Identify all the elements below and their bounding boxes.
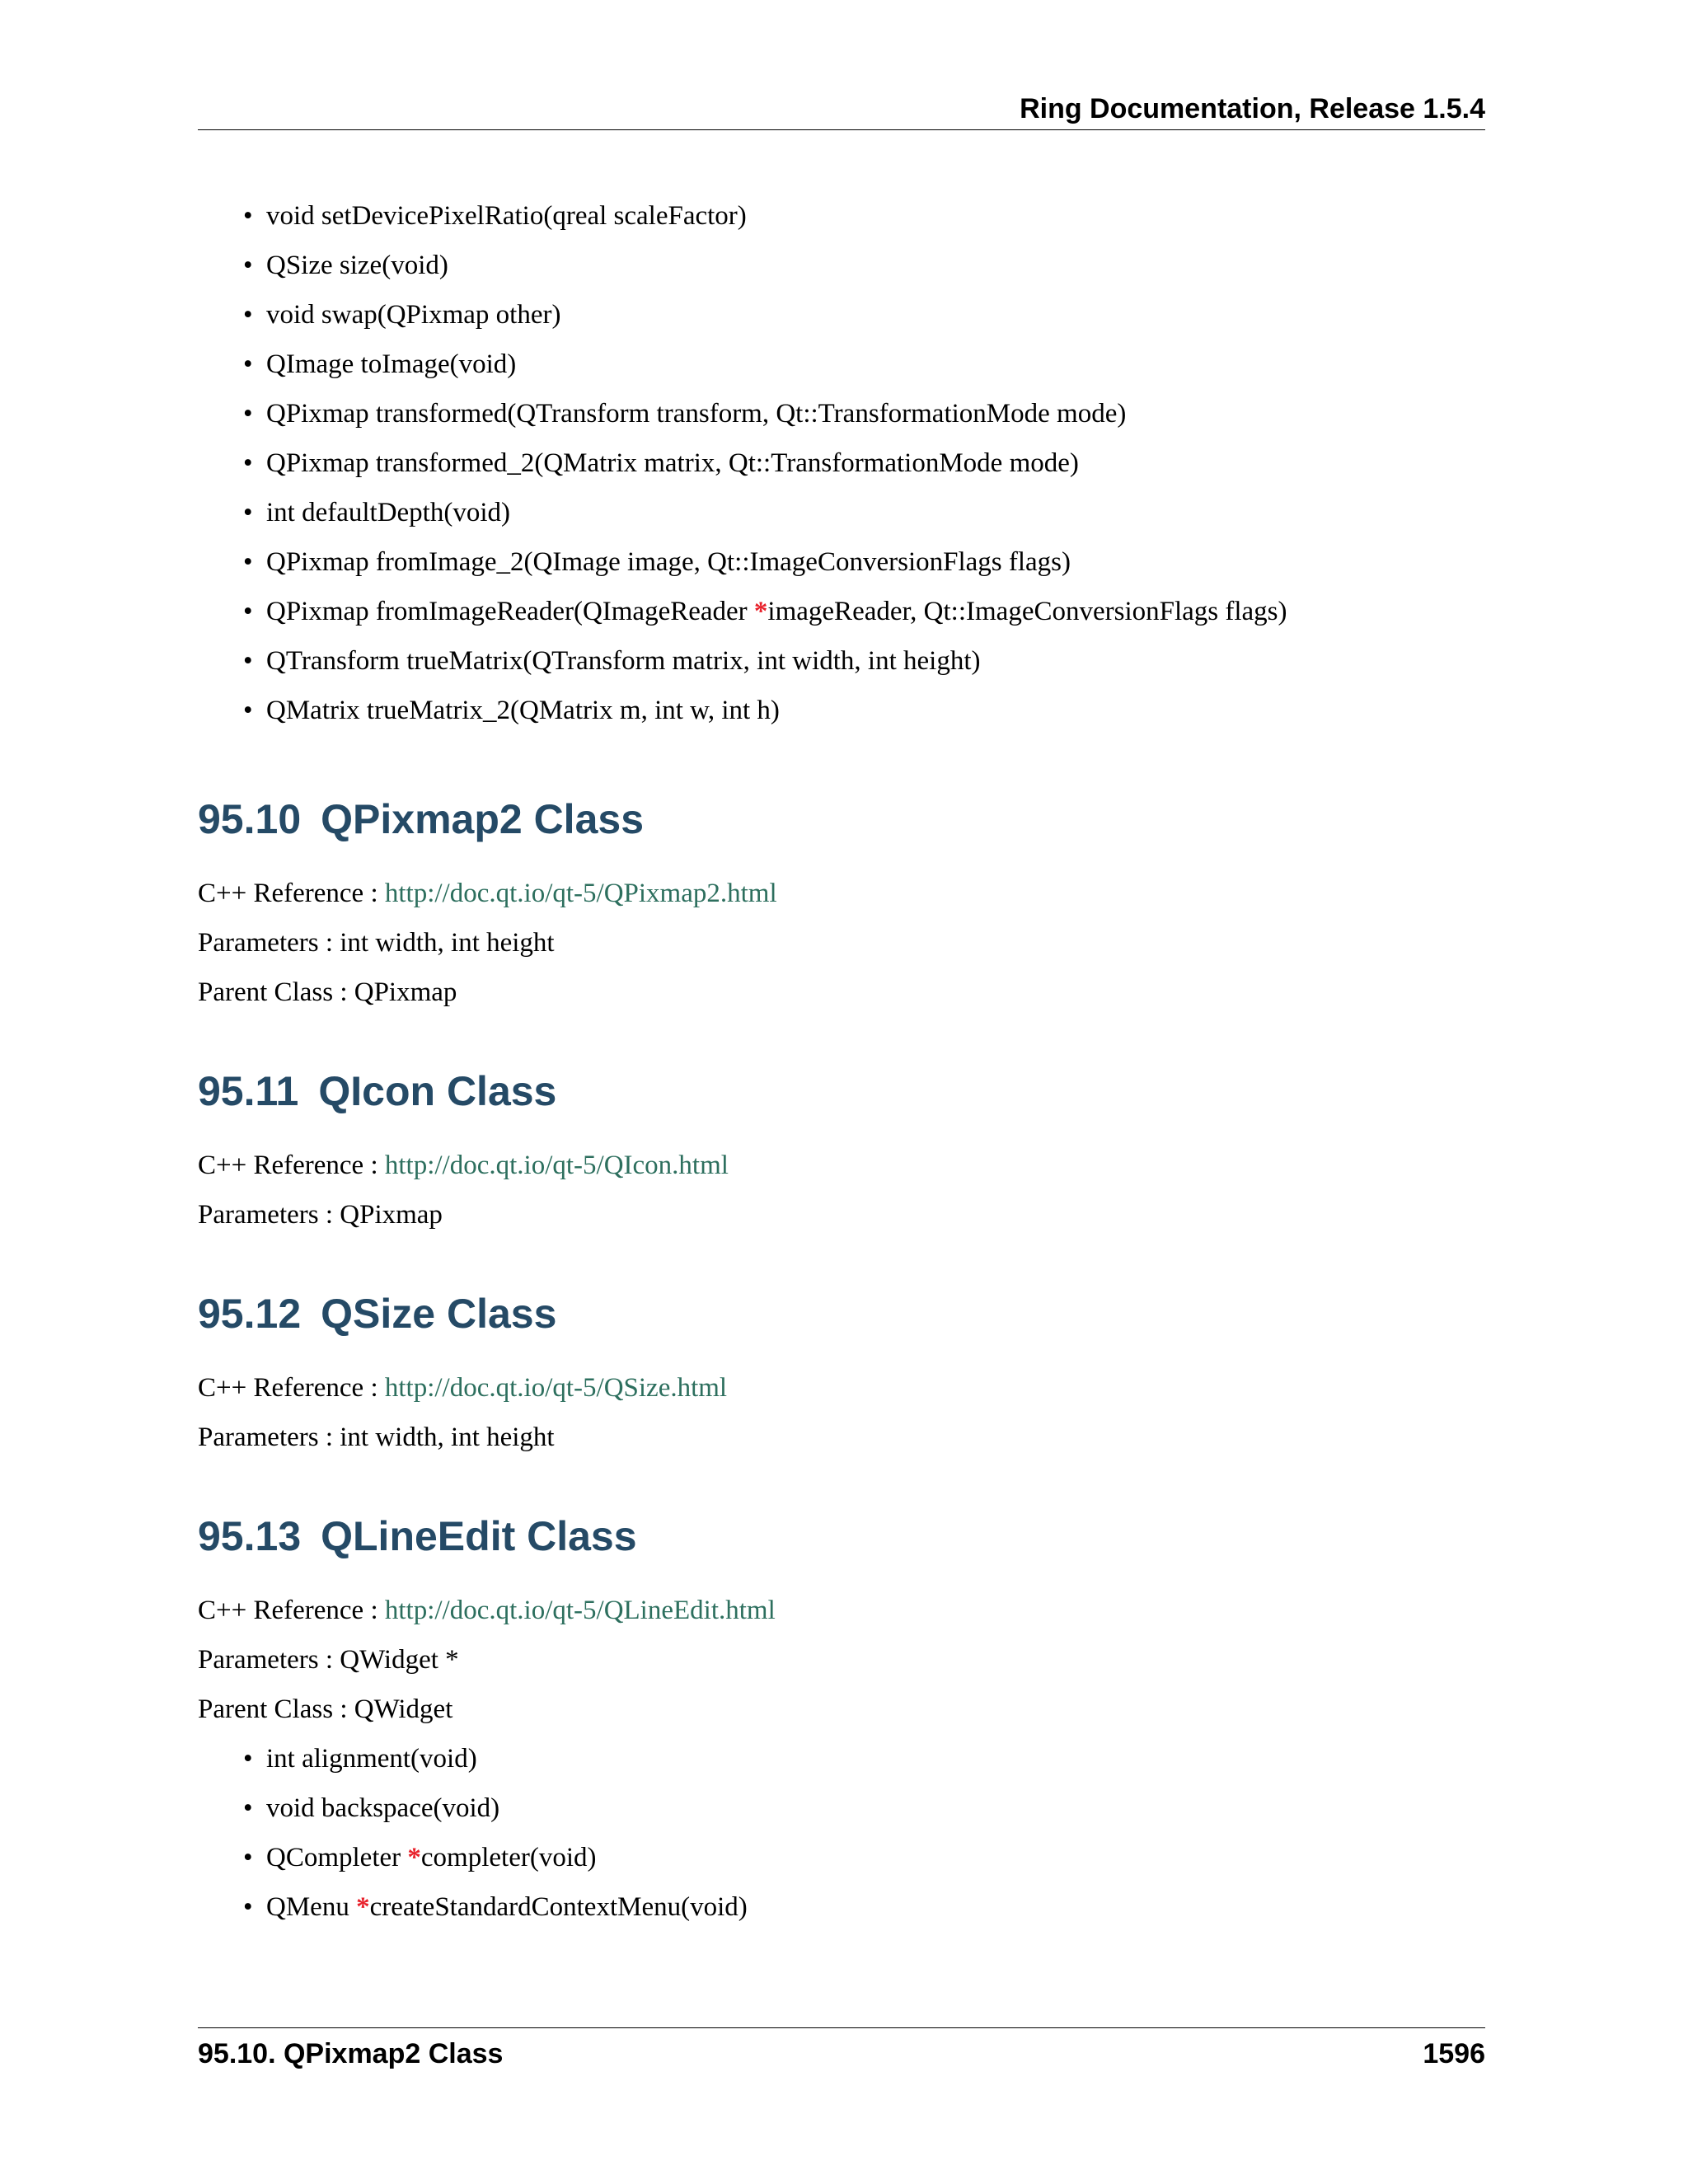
- list-item: • QCompleter *completer(void): [198, 1833, 1485, 1882]
- page-content: [198, 191, 1485, 1932]
- cpp-reference: C++ Reference : http://doc.qt.io/qt-5/QLineEdit.html: [198, 1596, 776, 1625]
- list-item: • QSize size(void): [198, 241, 1485, 290]
- bullet: •: [243, 547, 253, 577]
- parameters-text: Parameters : int width, int height: [198, 1422, 555, 1452]
- list-item: • QPixmap fromImage_2(QImage image, Qt::ImageConversionFlags flags): [198, 537, 1485, 587]
- bullet: •: [243, 399, 253, 429]
- bullet: •: [243, 1744, 253, 1774]
- list-item: • int defaultDepth(void): [198, 488, 1485, 537]
- cpp-reference: C++ Reference : http://doc.qt.io/qt-5/QSize.html: [198, 1373, 728, 1403]
- bullet: •: [243, 1793, 253, 1823]
- running-header: Ring Documentation, Release 1.5.4: [1020, 93, 1485, 124]
- parent-class-text: Parent Class : QPixmap: [198, 977, 457, 1007]
- parent-class-text: Parent Class : QWidget: [198, 1694, 453, 1724]
- method-list-qlineedit: [198, 1734, 1485, 1932]
- list-item: • QTransform trueMatrix(QTransform matrix, int width, int height): [198, 636, 1485, 686]
- pointer-asterisk: *: [356, 1892, 370, 1922]
- header-rule: [198, 129, 1485, 130]
- bullet: •: [243, 201, 253, 231]
- list-item: • void swap(QPixmap other): [198, 290, 1485, 340]
- bullet: •: [243, 1843, 253, 1872]
- cpp-reference-link[interactable]: http://doc.qt.io/qt-5/QLineEdit.html: [384, 1596, 776, 1625]
- footer-rule: [198, 2027, 1485, 2028]
- parameters-text: Parameters : int width, int height: [198, 928, 555, 958]
- list-item: • QPixmap transformed_2(QMatrix matrix, Qt::TransformationMode mode): [198, 438, 1485, 488]
- bullet: •: [243, 448, 253, 478]
- bullet: •: [243, 696, 253, 725]
- document-page: [198, 0, 1485, 2184]
- parameters-text: Parameters : QWidget *: [198, 1645, 459, 1675]
- cpp-reference: C++ Reference : http://doc.qt.io/qt-5/QIcon.html: [198, 1151, 729, 1180]
- section-heading-qicon: 95.11 QIcon Class: [198, 1068, 557, 1114]
- page-number: 1596: [1423, 2038, 1485, 2069]
- bullet: •: [243, 597, 253, 626]
- cpp-reference-link[interactable]: http://doc.qt.io/qt-5/QPixmap2.html: [384, 879, 777, 908]
- section-heading-qsize: 95.12 QSize Class: [198, 1291, 557, 1337]
- cpp-reference: C++ Reference : http://doc.qt.io/qt-5/QPixmap2.html: [198, 879, 777, 908]
- parameters-text: Parameters : QPixmap: [198, 1200, 443, 1230]
- bullet: •: [243, 300, 253, 330]
- list-item: • void setDevicePixelRatio(qreal scaleFactor): [198, 191, 1485, 241]
- list-item: • void backspace(void): [198, 1783, 1485, 1833]
- cpp-reference-link[interactable]: http://doc.qt.io/qt-5/QIcon.html: [384, 1151, 729, 1180]
- method-list-qpixmap: [198, 191, 1485, 735]
- list-item: • QPixmap transformed(QTransform transform, Qt::TransformationMode mode): [198, 389, 1485, 438]
- list-item: • QMenu *createStandardContextMenu(void): [198, 1882, 1485, 1932]
- pointer-asterisk: *: [407, 1843, 421, 1872]
- list-item: • int alignment(void): [198, 1734, 1485, 1783]
- bullet: •: [243, 349, 253, 379]
- bullet: •: [243, 1892, 253, 1922]
- list-item: • QPixmap fromImageReader(QImageReader *imageReader, Qt::ImageConversionFlags flags): [198, 587, 1485, 636]
- list-item: • QImage toImage(void): [198, 340, 1485, 389]
- bullet: •: [243, 646, 253, 676]
- list-item: • QMatrix trueMatrix_2(QMatrix m, int w, int h): [198, 686, 1485, 735]
- cpp-reference-link[interactable]: http://doc.qt.io/qt-5/QSize.html: [384, 1373, 728, 1403]
- bullet: •: [243, 251, 253, 280]
- pointer-asterisk: *: [753, 597, 768, 626]
- footer-section-title: 95.10. QPixmap2 Class: [198, 2038, 504, 2069]
- section-heading-qlineedit: 95.13 QLineEdit Class: [198, 1513, 637, 1559]
- section-heading-qpixmap2: 95.10 QPixmap2 Class: [198, 796, 644, 842]
- bullet: •: [243, 498, 253, 527]
